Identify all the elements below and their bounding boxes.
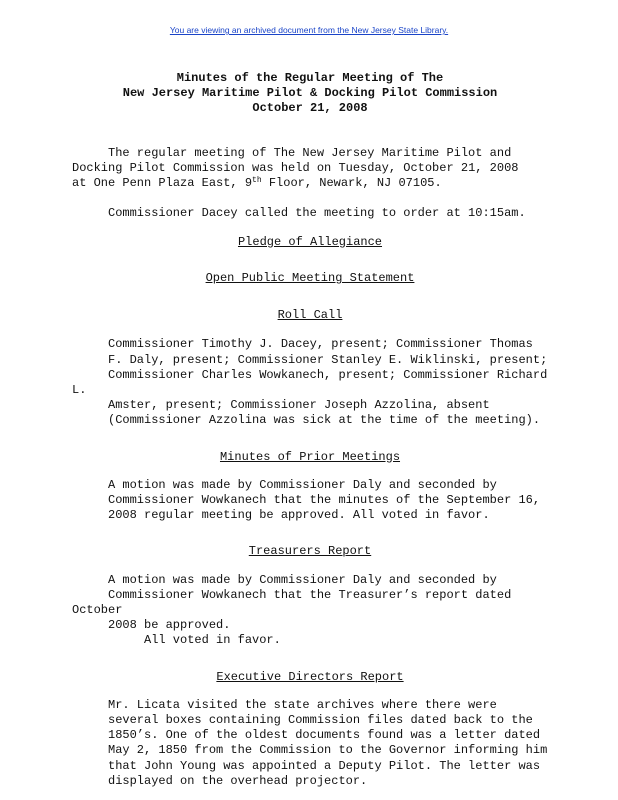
- title-line-1: Minutes of the Regular Meeting of The: [176, 71, 444, 85]
- intro-line-3-sup: th: [252, 176, 262, 186]
- intro-line-3b: Floor, Newark, NJ 07105.: [261, 176, 442, 191]
- heading-roll-call: Roll Call: [277, 308, 343, 323]
- heading-minutes-prior-meetings: Minutes of Prior Meetings: [219, 449, 401, 464]
- document-page: [72, 71, 548, 789]
- roll-call-paragraph: Commissioner Timothy J. Dacey, present; Commissioner Thomas F. Daly, present; Commissioner Stanley E. Wiklinski, present; Commissioner Charles Wowkanech, present; Commissioner Richard L. Amster, present; Commissioner Joseph Azzolina, absent (Commissioner Azzolina was sick at the time of the meeting).: [72, 337, 548, 428]
- heading-treasurers-report: Treasurers Report: [248, 544, 372, 559]
- intro-line-1: The regular meeting of The New Jersey Maritime Pilot and: [108, 146, 512, 160]
- heading-open-public-meeting: Open Public Meeting Statement: [205, 271, 415, 286]
- executive-paragraph: Mr. Licata visited the state archives where there were several boxes containing Commission files dated back to the 1850’s. One of the oldest documents found was a letter dated May 2, 1850 from the Commission to the Governor informing him that John Young was appointed a Deputy Pilot. The letter was displayed on the overhead projector.: [108, 697, 548, 788]
- title-line-3: October 21, 2008: [252, 101, 368, 115]
- intro-line-3a: at One Penn Plaza East, 9: [72, 176, 253, 191]
- intro-paragraph: [72, 146, 548, 192]
- archive-notice-link[interactable]: You are viewing an archived document from the New Jersey State Library.: [169, 25, 449, 35]
- heading-pledge: Pledge of Allegiance: [237, 234, 383, 249]
- document-title: [72, 71, 548, 116]
- heading-executive-directors-report: Executive Directors Report: [216, 669, 404, 684]
- treasurers-paragraph: A motion was made by Commissioner Daly and seconded by Commissioner Wowkanech that the Treasurer’s report dated October 2008 be approved. All voted in favor.: [72, 572, 512, 648]
- intro-line-2: Docking Pilot Commission was held on Tuesday, October 21, 2008: [72, 161, 519, 176]
- title-line-2: New Jersey Maritime Pilot & Docking Pilot Commission: [122, 86, 498, 100]
- call-to-order: Commissioner Dacey called the meeting to order at 10:15am.: [108, 205, 526, 220]
- minutes-paragraph: A motion was made by Commissioner Daly and seconded by Commissioner Wowkanech that the minutes of the September 16, 2008 regular meeting be approved. All voted in favor.: [108, 477, 541, 523]
